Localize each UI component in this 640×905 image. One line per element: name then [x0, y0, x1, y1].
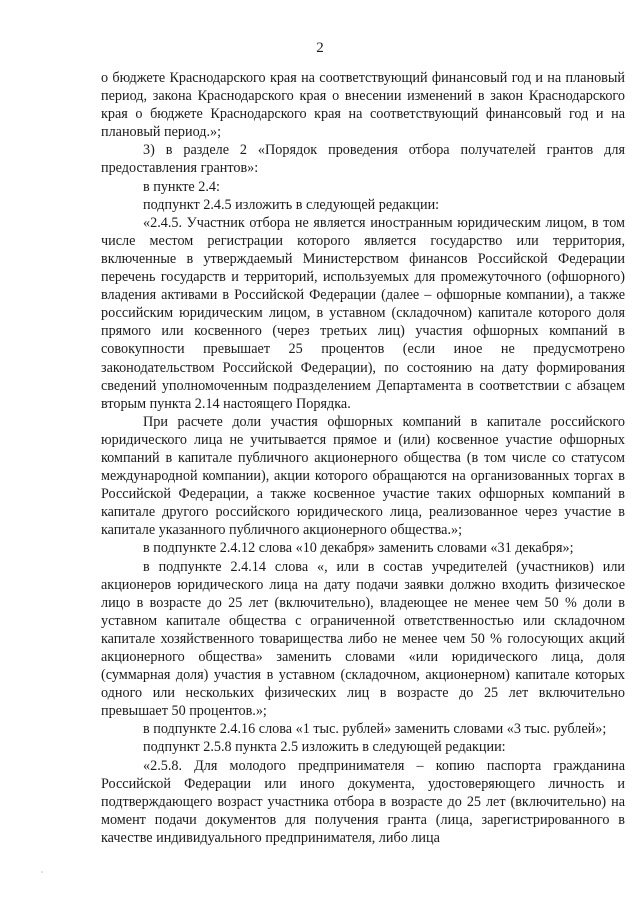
scan-speck [40, 870, 44, 874]
paragraph-subclause-2-5-8-intro: подпункт 2.5.8 пункта 2.5 изложить в следующей редакции: [143, 739, 506, 756]
paragraph-budget-law-continuation: о бюджете Краснодарского края на соответствующий финансовый год и на плановый период, закона Краснодарского края о внесении изменений в закон Краснодарского края о бюджете Краснодарского края на соответствующий финансовый год и на плановый период.»; [101, 70, 625, 141]
document-body [101, 69, 625, 847]
paragraph-subclause-2-4-14: в подпункте 2.4.14 слова «, или в состав учредителей (участников) или акционеров юридического лица на дату подачи заявки должно входить физическое лицо в возрасте до 25 лет (включительно), владеющее не менее чем 50 % доли в уставном капитале общества с ограниченной ответственностью или складочном капитале хозяйственного товарищества либо не менее чем 50 % голосующих акций акционерного общества» заменить словами «или юридического лица, доля (суммарная доля) участия в уставном (складочном, акционерном) капитале которых одного или нескольких физических лиц в возрасте до 25 лет включительно превышает 50 процентов.»; [101, 558, 625, 720]
page-number: 2 [316, 40, 324, 56]
paragraph-subclause-2-4-5-text: «2.4.5. Участник отбора не является иностранным юридическим лицом, в том числе местом регистрации которого является государство или территория, включенные в утверждаемый Министерством финансов Российской Федерации перечень государств и территорий, используемых для промежуточного (офшорного) владения активами в Российской Федерации (далее – офшорные компании), а также российским юридическим лицом, в уставном (складочном) капитале которого доля прямого или косвенного (через третьих лиц) участия офшорных компаний в совокупности превышает 25 процентов (если иное не предусмотрено законодательством Российской Федерации), по состоянию на дату формирования сведений уполномоченным подразделением Департамента в соответствии с абзацем вторым пункта 2.14 настоящего Порядка. [101, 214, 625, 412]
paragraph-section-2-amendment: 3) в разделе 2 «Порядок проведения отбора получателей грантов для предоставления грантов»: [101, 142, 625, 177]
paragraph-subclause-2-5-8-text: «2.5.8. Для молодого предпринимателя – копию паспорта гражданина Российской Федерации или иного документа, удостоверяющего личность и подтверждающего возраст участника отбора в возрасте до 25 лет (включительно) на момент подачи документов для получения гранта (лица, зарегистрированного в качестве индивидуального предпринимателя, либо лица [101, 757, 625, 846]
paragraph-clause-2-4: в пункте 2.4: [143, 178, 220, 195]
paragraph-subclause-2-4-16: в подпункте 2.4.16 слова «1 тыс. рублей» заменить словами «3 тыс. рублей»; [143, 721, 607, 738]
paragraph-subclause-2-4-5-intro: подпункт 2.4.5 изложить в следующей редакции: [143, 196, 440, 213]
paragraph-subclause-2-4-12: в подпункте 2.4.12 слова «10 декабря» заменить словами «31 декабря»; [143, 540, 574, 557]
paragraph-offshore-share-calculation: При расчете доли участия офшорных компаний в капитале российского юридического лица не учитывается прямое и (или) косвенное участие офшорных компаний в капитале публичного акционерного общества (в том числе со статусом международной компании), акции которого обращаются на организованных торгах в Российской Федерации, а также косвенное участие таких офшорных компаний в капитале другого российского юридического лица, реализованное через участие в капитале указанного публичного акционерного общества.»; [101, 413, 625, 539]
